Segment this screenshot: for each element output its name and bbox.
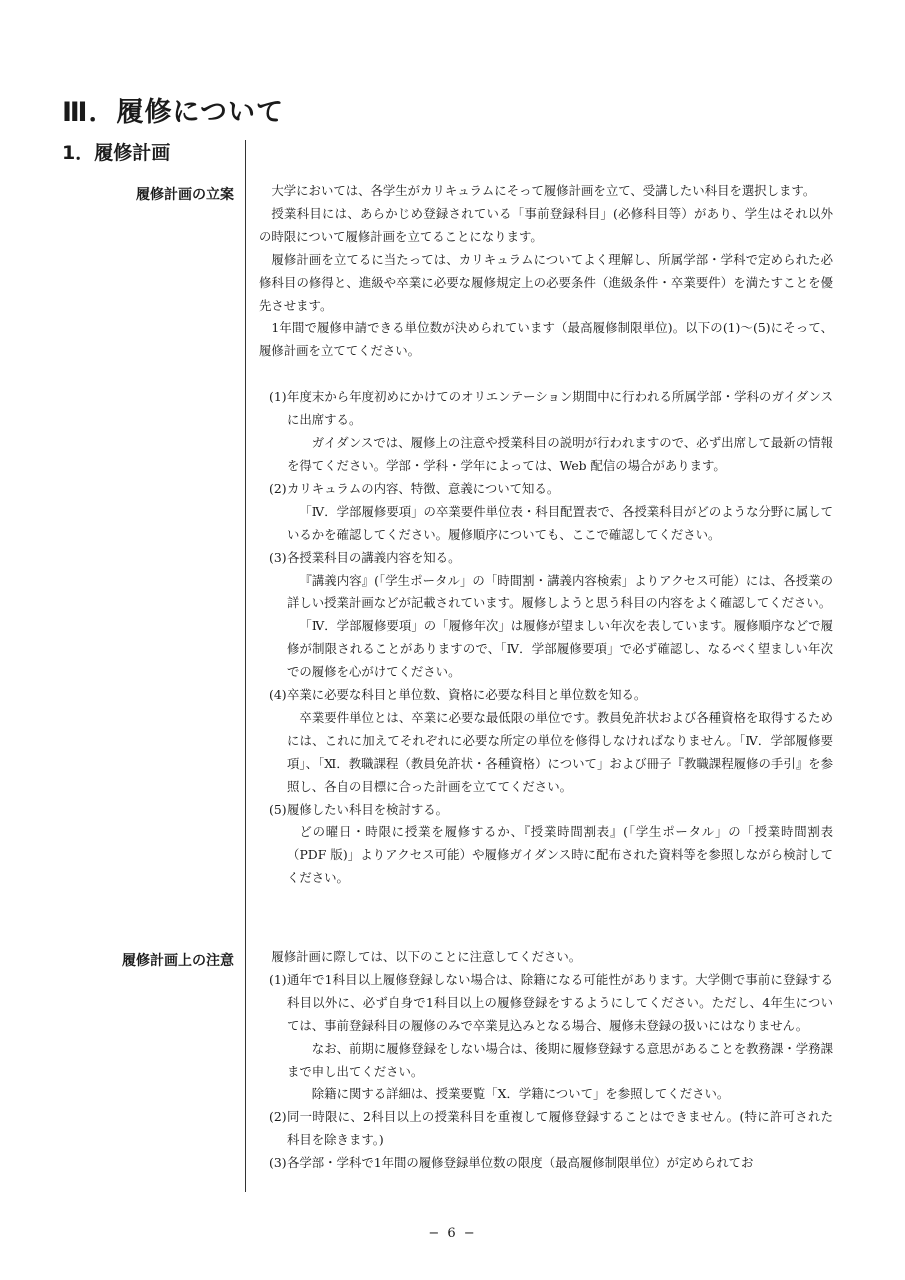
item-note: 「Ⅳ．学部履修要項」の卒業要件単位表・科目配置表で、各授業科目がどのような分野に属しているかを確認してください。履修順序についても、ここで確認してください。 [287,503,833,542]
chapter-title: Ⅲ．履修について [62,97,284,128]
item-number: (2) [269,1109,287,1125]
item-number: (3) [269,549,287,565]
cautions-content [259,946,833,1175]
item-number: (1) [269,389,287,405]
caution-item [259,1106,833,1152]
cautions-label: 履修計画上の注意 [122,953,234,969]
item-number: (5) [269,801,287,817]
section-title: 1．履修計画 [62,142,171,164]
planning-intro-paragraph: 授業科目には、あらかじめ登録されている「事前登録科目」(必修科目等）があり、学生はそれ以外の時限について履修計画を立てることになります。 [259,205,833,244]
item-text: 履修したい科目を検討する。 [287,801,449,817]
caution-item [259,969,833,1038]
item-number: (4) [269,687,287,703]
item-note: どの曜日・時限に授業を履修するか、『授業時間割表』(「学生ポータル」の「授業時間割表（PDF 版)」よりアクセス可能）や履修ガイダンス時に配布された資料等を参照しながら検討してください。 [287,824,833,886]
planning-item [259,684,833,707]
planning-label: 履修計画の立案 [136,187,234,203]
caution-item [259,1152,833,1175]
item-note: 『講義内容』(「学生ポータル」の「時間割・講義内容検索」よりアクセス可能）には、各授業の詳しい授業計画などが記載されています。履修しようと思う科目の内容をよく確認してください。 [287,572,833,611]
item-text: 年度末から年度初めにかけてのオリエンテーション期間中に行われる所属学部・学科のガイダンスに出席する。 [287,389,833,428]
item-note: なお、前期に履修登録をしない場合は、後期に履修登録する意思があることを教務課・学務課まで申し出てください。 [287,1040,833,1079]
item-text: 卒業に必要な科目と単位数、資格に必要な科目と単位数を知る。 [287,687,647,703]
item-text: 各学部・学科で1年間の履修登録単位数の限度（最高履修制限単位）が定められてお [287,1155,754,1171]
item-note: 除籍に関する詳細は、授業要覧「Ⅹ．学籍について」を参照してください。 [311,1086,730,1102]
item-note: ガイダンスでは、履修上の注意や授業科目の説明が行われますので、必ず出席して最新の情報を得てください。学部・学科・学年によっては、Web 配信の場合があります。 [287,435,833,473]
planning-intro-paragraph: 履修計画を立てるに当たっては、カリキュラムについてよく理解し、所属学部・学科で定められた必修科目の修得と、進級や卒業に必要な履修規定上の必要条件（進級条件・卒業要件）を満たすことを優先させます。 [259,251,833,313]
item-number: (2) [269,480,287,496]
planning-item [259,799,833,822]
item-note: 卒業要件単位とは、卒業に必要な最低限の単位です。教員免許状および各種資格を取得するためには、これに加えてそれぞれに必要な所定の単位を修得しなければなりません。「Ⅳ．学部履修要項」、「Ⅺ．教職課程（教員免許状・各種資格）について」および冊子『教職課程履修の手引』を参照し、各自の目標に合った計画を立ててください。 [287,709,833,794]
item-text: 通年で1科目以上履修登録しない場合は、除籍になる可能性があります。大学側で事前に登録する科目以外に、必ず自身で1科目以上の履修登録をするようにしてください。ただし、4年生については、事前登録科目の履修のみで卒業見込みとなる場合、履修未登録の扱いにはなりません。 [287,971,833,1033]
item-text: 同一時限に、2科目以上の授業科目を重複して履修登録することはできません。(特に許可された科目を除きます。) [287,1109,833,1148]
planning-intro-paragraph: 大学においては、各学生がカリキュラムにそって履修計画を立て、受講したい科目を選択します。 [271,183,816,198]
planning-item [259,547,833,570]
planning-item [259,478,833,501]
planning-intro-paragraph: 1年間で履修申請できる単位数が決められています（最高履修制限単位)。以下の(1)〜(5)にそって、履修計画を立ててください。 [259,320,833,359]
item-text: 各授業科目の講義内容を知る。 [287,549,461,565]
item-number: (3) [269,1155,287,1171]
vertical-divider [245,140,246,1192]
item-note: 「Ⅳ．学部履修要項」の「履修年次」は履修が望ましい年次を表しています。履修順序などで履修が制限されることがありますので、「Ⅳ．学部履修要項」で必ず確認し、なるべく望ましい年次での履修を心がけてください。 [287,618,833,680]
planning-content [259,180,833,890]
item-text: カリキュラムの内容、特徴、意義について知る。 [287,480,560,496]
page-number: − 6 − [428,1226,477,1241]
planning-item [259,386,833,432]
spacer [259,363,833,386]
item-number: (1) [269,971,287,987]
cautions-intro: 履修計画に際しては、以下のことに注意してください。 [271,949,582,964]
